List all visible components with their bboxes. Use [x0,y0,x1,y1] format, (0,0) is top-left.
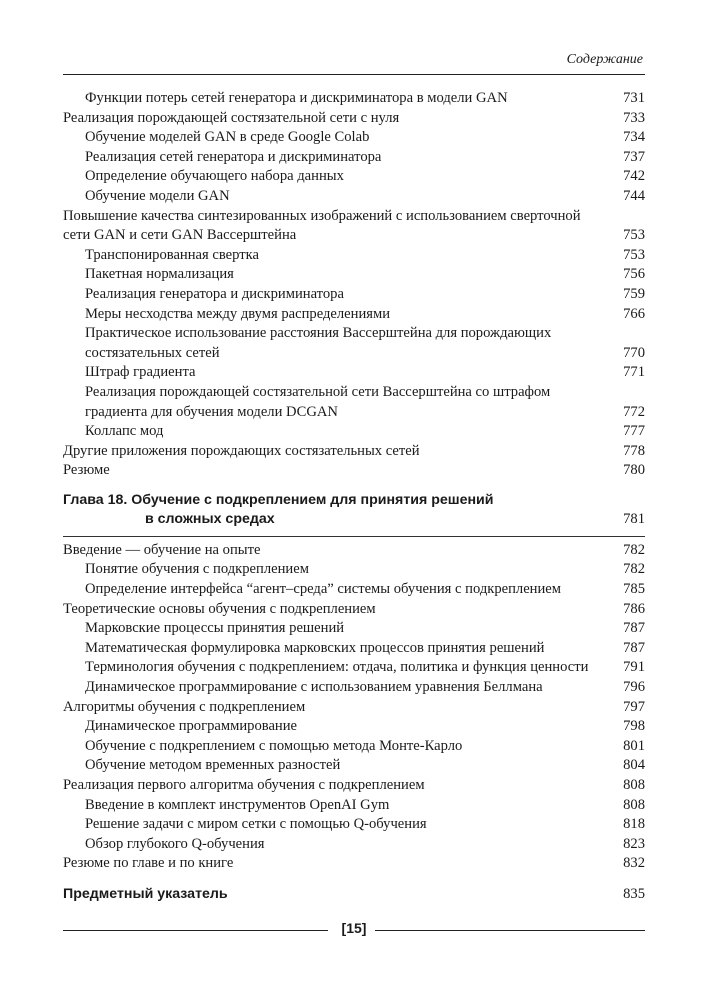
toc-subsection-entry [63,678,645,698]
toc-subsection-entry [63,305,645,325]
running-header-title: Содержание [566,52,643,67]
toc-entry-title: Реализация сетей генератора и дискриминатора [85,148,382,165]
toc-entry-label [63,285,613,305]
toc-subsection-entry [63,580,645,600]
toc-entry-title: Обучение модели GAN [85,187,230,204]
toc-entry-title: Другие приложения порождающих состязательных сетей [63,442,420,459]
toc-entry-label [63,324,613,363]
toc-entry-title-continued: в сложных средах [145,510,275,527]
toc-entry-label [63,678,613,698]
toc-entry-label [63,756,613,776]
toc-entry-label [63,187,613,207]
toc-entry-label [63,835,613,855]
toc-entry-label [63,600,613,620]
running-header [63,50,645,75]
toc-entry-page: 782 [623,561,645,578]
toc-subsection-entry [63,560,645,580]
toc-entry-title: Реализация первого алгоритма обучения с подкреплением [63,777,425,793]
toc-subsection-entry [63,265,645,285]
toc-entry-page: 734 [623,129,645,146]
toc-entry-title: Резюме [63,462,110,479]
toc-entry-title: Введение в комплект инструментов OpenAI Gym [85,796,390,813]
toc-entry-title: Динамическое программирование [85,718,298,735]
toc-entry-page: 801 [623,737,645,754]
toc-entry-title: Терминология обучения с подкреплением: отдача, политика и функция ценности [85,659,589,676]
toc-entry-page: 744 [623,187,645,204]
toc-entry-page: 798 [623,718,645,735]
toc-entry-page: 835 [623,885,645,902]
toc-entry-title: Реализация генератора и дискриминатора [85,285,344,302]
toc-subsection-entry [63,815,645,835]
toc-entry-label [63,246,613,266]
toc-entry-title: Обучение с подкреплением с помощью метода Монте-Карло [85,737,463,754]
toc-entry-label [63,619,613,639]
toc-entry-label [63,305,613,325]
toc-entry-page: 787 [623,620,645,637]
toc-entry-label [63,383,613,422]
toc-section-entry [63,536,645,561]
toc-subsection-entry [63,246,645,266]
toc-entry-title: Обучение моделей GAN в среде Google Colab [85,129,370,146]
table-of-contents [63,89,645,905]
toc-subsection-entry [63,383,645,422]
page-number: [15] [341,920,367,936]
toc-index-entry [63,885,645,905]
toc-subsection-entry [63,796,645,816]
toc-entry-page: 804 [623,757,645,774]
toc-entry-title: Пакетная нормализация [85,266,234,283]
toc-entry-label [63,148,613,168]
toc-entry-label [63,167,613,187]
toc-entry-page: 731 [623,90,645,106]
toc-entry-page: 808 [623,777,645,793]
toc-entry-label [63,207,613,246]
toc-entry-page: 772 [623,403,645,420]
toc-subsection-entry [63,285,645,305]
toc-entry-title: Определение интерфейса “агент–среда” системы обучения с подкреплением [85,581,562,598]
toc-entry-label [63,854,613,874]
toc-entry-label [63,89,613,109]
toc-entry-title: Введение — обучение на опыте [63,541,261,558]
toc-section-entry [63,854,645,874]
toc-entry-label [63,698,613,718]
toc-entry-title: Коллапс мод [85,423,164,440]
toc-entry-label [63,363,613,383]
toc-subsection-entry [63,639,645,659]
toc-entry-label [63,580,613,600]
toc-entry-page: 778 [623,442,645,459]
toc-entry-label [63,422,613,442]
page-footer [63,918,645,942]
toc-section-entry [63,442,645,462]
toc-entry-title: Реализация порождающей состязательной сети Вассерштейна со штрафом градиента для обучения модели DCGAN [85,383,551,420]
toc-entry-label [63,776,613,796]
toc-entry-label [63,717,613,737]
toc-entry-page: 796 [623,679,645,696]
toc-entry-label [63,815,613,835]
toc-entry-title: Меры несходства между двумя распределениями [85,305,391,322]
toc-entry-label [63,109,613,129]
toc-subsection-entry [63,128,645,148]
toc-entry-title: Марковские процессы принятия решений [85,620,345,637]
toc-entry-title: Резюме по главе и по книге [63,855,234,872]
toc-entry-label [63,658,613,678]
toc-chapter-entry [63,491,645,529]
toc-entry-title: Предметный указатель [63,885,228,902]
toc-section-entry [63,109,645,129]
toc-entry-page: 785 [623,581,645,598]
toc-subsection-entry [63,658,645,678]
toc-entry-page: 742 [623,168,645,185]
toc-entry-page: 733 [623,109,645,126]
toc-entry-title: Штраф градиента [85,364,196,381]
toc-entry-page: 797 [623,698,645,715]
toc-entry-label [63,128,613,148]
toc-entry-title: Реализация порождающей состязательной сети с нуля [63,109,400,126]
toc-section-entry [63,698,645,718]
toc-section-entry [63,776,645,796]
toc-subsection-entry [63,737,645,757]
toc-entry-title: Алгоритмы обучения с подкреплением [63,698,306,715]
toc-section-entry [63,207,645,246]
toc-entry-title: Обзор глубокого Q-обучения [85,835,265,852]
toc-entry-page: 832 [623,855,645,872]
toc-entry-label [63,491,613,529]
toc-entry-title: Обучение методом временных разностей [85,757,341,774]
toc-entry-label [63,461,613,481]
toc-entry-title: Динамическое программирование с использованием уравнения Беллмана [85,679,543,696]
toc-entry-page: 781 [623,510,645,527]
toc-entry-page: 771 [623,364,645,381]
toc-entry-title: Математическая формулировка марковских процессов принятия решений [85,639,545,656]
toc-entry-page: 777 [623,423,645,440]
toc-subsection-entry [63,363,645,383]
toc-entry-title: Теоретические основы обучения с подкреплением [63,600,376,617]
toc-entry-page: 780 [623,462,645,479]
toc-section-entry [63,600,645,620]
toc-entry-label [63,560,613,580]
toc-entry-page: 782 [623,541,645,558]
toc-entry-page: 791 [623,659,645,676]
toc-entry-label [63,265,613,285]
toc-entry-label [63,541,613,561]
toc-entry-page: 753 [623,227,645,244]
toc-entry-page: 818 [623,816,645,833]
toc-entry-title: Решение задачи с миром сетки с помощью Q-обучения [85,816,427,833]
toc-entry-page: 766 [623,305,645,322]
toc-entry-page: 759 [623,285,645,302]
toc-entry-page: 787 [623,639,645,656]
toc-entry-page: 753 [623,246,645,263]
toc-entry-page: 823 [623,835,645,852]
toc-subsection-entry [63,422,645,442]
footer-rule-right [375,930,645,931]
toc-entry-title: Глава 18. Обучение с подкреплением для принятия решений [63,491,494,508]
toc-entry-title: Понятие обучения с подкреплением [85,561,309,578]
toc-entry-label [63,885,613,905]
toc-entry-title: Транспонированная свертка [85,246,259,263]
toc-entry-page: 786 [623,600,645,617]
toc-entry-label [63,796,613,816]
toc-entry-page: 737 [623,148,645,165]
toc-entry-title: Функции потерь сетей генератора и дискриминатора в модели GAN [85,90,508,106]
toc-subsection-entry [63,835,645,855]
toc-subsection-entry [63,756,645,776]
toc-subsection-entry [63,619,645,639]
toc-entry-label [63,737,613,757]
toc-subsection-entry [63,148,645,168]
toc-subsection-entry [63,167,645,187]
toc-entry-label [63,639,613,659]
toc-entry-title: Практическое использование расстояния Вассерштейна для порождающих состязательных сетей [85,325,552,361]
toc-subsection-entry [63,187,645,207]
toc-subsection-entry [63,89,645,109]
toc-entry-page: 770 [623,344,645,361]
toc-entry-title: Определение обучающего набора данных [85,168,344,185]
toc-subsection-entry [63,324,645,363]
toc-entry-page: 808 [623,796,645,813]
toc-entry-label [63,442,613,462]
toc-entry-title: Повышение качества синтезированных изображений с использованием сверточной сети GAN и сети GAN Вассерштейна [63,207,581,244]
toc-subsection-entry [63,717,645,737]
toc-entry-page: 756 [623,266,645,283]
toc-section-entry [63,461,645,481]
